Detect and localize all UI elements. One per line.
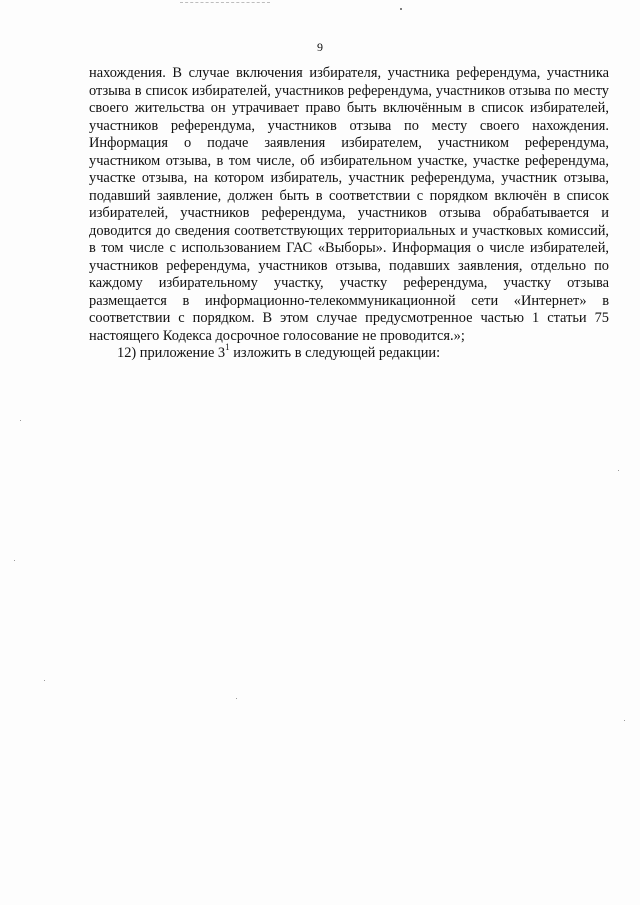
item-12-superscript: 1 — [225, 342, 230, 353]
item-12-paragraph — [89, 342, 609, 363]
scan-speck — [236, 698, 237, 699]
scan-speck — [44, 680, 45, 681]
item-12-text: 12) приложение 3 — [117, 345, 226, 361]
scan-speck — [618, 470, 619, 471]
scan-artifact-line — [180, 0, 270, 3]
scan-artifact-dot — [400, 8, 402, 10]
body-paragraph: нахождения. В случае включения избирателя, участника референдума, участника отзыва в список избирателей, участников референдума, участников отзыва по месту своего жительства он утрачивает право быть включённым в список избирателей, участников референдума, участников отзыва по месту своего нахождения. Информация о подаче заявления избирателем, участником референдума, участником отзыва, в том числе, об избирательном участке, участке референдума, участке отзыва, на котором избиратель, участник референдума, участник отзыва, подавший заявление, должен быть в соответствии с порядком включён в список избирателей, участников референдума, участников отзыва обрабатывается и доводится до сведения соответствующих территориальных и участковых комиссий, в том числе с использованием ГАС «Выборы». Информация о числе избирателей, участников референдума, участников отзыва, подавших заявления, отдельно по каждому избирательному участку, участку референдума, участку отзыва размещается в информационно-телекоммуникационной сети «Интернет» в соответствии с порядком. В этом случае предусмотренное частью 1 статьи 75 настоящего Кодекса досрочное голосование не проводится.»; — [89, 65, 609, 344]
page-number: 9 — [317, 40, 323, 54]
document-text — [89, 65, 609, 363]
scan-speck — [624, 720, 625, 721]
scan-speck — [20, 420, 21, 421]
item-12-text-end: изложить в следующей редакции: — [229, 345, 441, 361]
scan-speck — [14, 560, 15, 561]
